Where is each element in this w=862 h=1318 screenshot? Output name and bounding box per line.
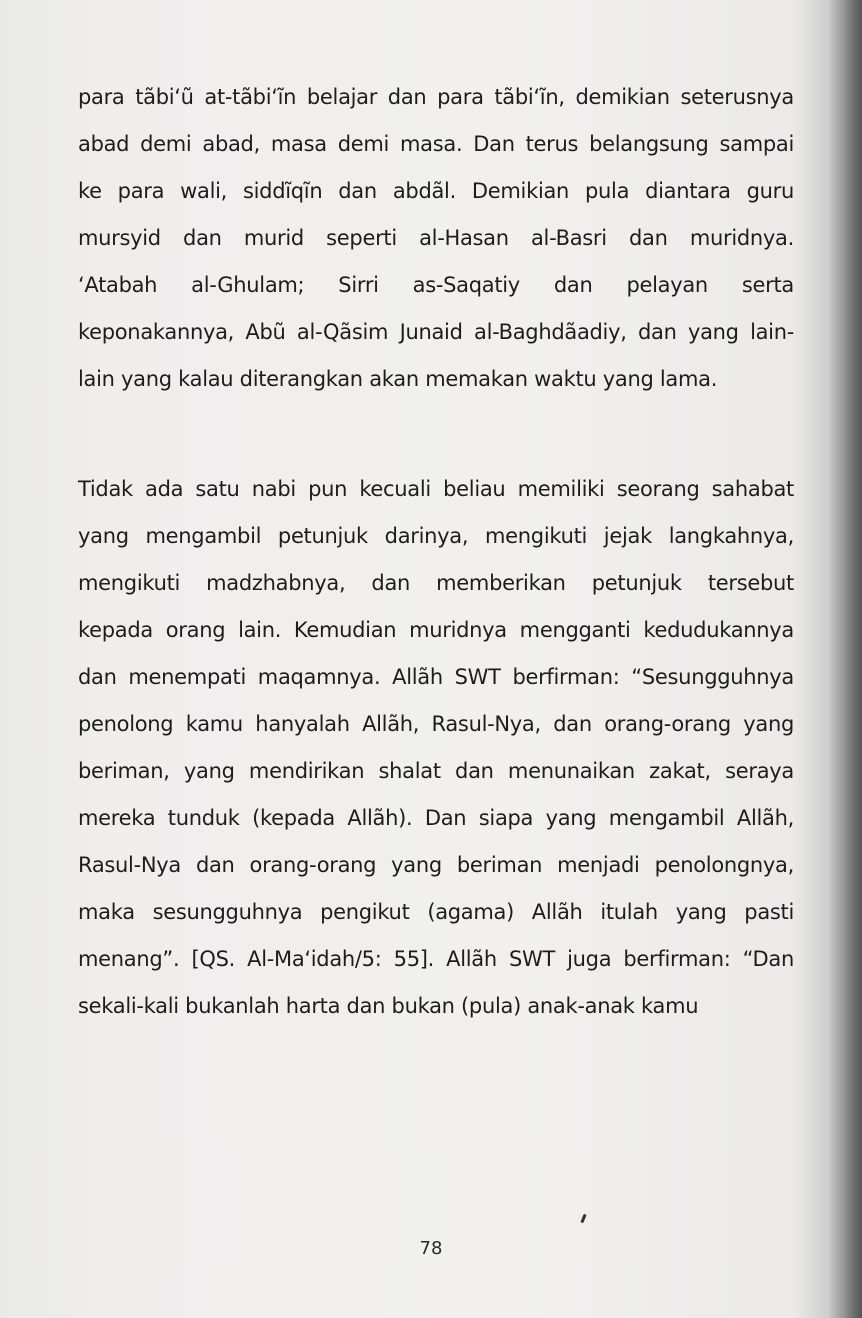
paragraph-2-line: dan menempati maqamnya. Allãh SWT berfirman: “Sesungguhnya bbox=[78, 665, 794, 689]
paragraph-1-line: ke para wali, siddĩqĩn dan abdãl. Demikian pula diantara guru bbox=[78, 179, 794, 203]
paragraph-2-line: sekali-kali bukanlah harta dan bukan (pula) anak-anak kamu bbox=[78, 994, 699, 1018]
paragraph-1-line: mursyid dan murid seperti al-Hasan al-Basri dan muridnya. bbox=[78, 226, 794, 250]
paragraph-1-line: abad demi abad, masa demi masa. Dan terus belangsung sampai bbox=[78, 132, 794, 156]
ink-speck bbox=[580, 1214, 586, 1223]
paragraph-2-line: menang”. [QS. Al-Ma‘idah/5: 55]. Allãh SWT juga berfirman: “Dan bbox=[78, 947, 794, 971]
paragraph-2-line: kepada orang lain. Kemudian muridnya mengganti kedudukannya bbox=[78, 618, 794, 642]
paragraph-2-line: Rasul-Nya dan orang-orang yang beriman menjadi penolongnya, bbox=[78, 853, 794, 877]
paragraph-2-line: beriman, yang mendirikan shalat dan menunaikan zakat, seraya bbox=[78, 759, 794, 783]
paragraph-2-line: mengikuti madzhabnya, dan memberikan petunjuk tersebut bbox=[78, 571, 794, 595]
paragraph-1 bbox=[78, 74, 794, 403]
paragraph-1-line: ‘Atabah al-Ghulam; Sirri as-Saqatiy dan pelayan serta bbox=[78, 273, 794, 297]
paragraph-2-line: yang mengambil petunjuk darinya, mengikuti jejak langkahnya, bbox=[78, 524, 794, 548]
page-number: 78 bbox=[419, 1238, 443, 1259]
paragraph-1-line: para tãbi‘ũ at-tãbi‘ĩn belajar dan para tãbi‘ĩn, demikian seterusnya bbox=[78, 85, 794, 109]
page-edge-shadow bbox=[828, 0, 862, 1318]
paragraph-2-line: mereka tunduk (kepada Allãh). Dan siapa yang mengambil Allãh, bbox=[78, 806, 794, 830]
paragraph-2-line: penolong kamu hanyalah Allãh, Rasul-Nya, dan orang-orang yang bbox=[78, 712, 794, 736]
paragraph-2-line: Tidak ada satu nabi pun kecuali beliau memiliki seorang sahabat bbox=[78, 477, 794, 501]
paragraph-2-line: maka sesungguhnya pengikut (agama) Allãh itulah yang pasti bbox=[78, 900, 794, 924]
paragraph-1-line: keponakannya, Abũ al-Qãsim Junaid al-Baghdãadiy, dan yang lain- bbox=[78, 320, 794, 344]
paragraph-2 bbox=[78, 466, 794, 1030]
paragraph-1-line: lain yang kalau diterangkan akan memakan waktu yang lama. bbox=[78, 367, 718, 391]
